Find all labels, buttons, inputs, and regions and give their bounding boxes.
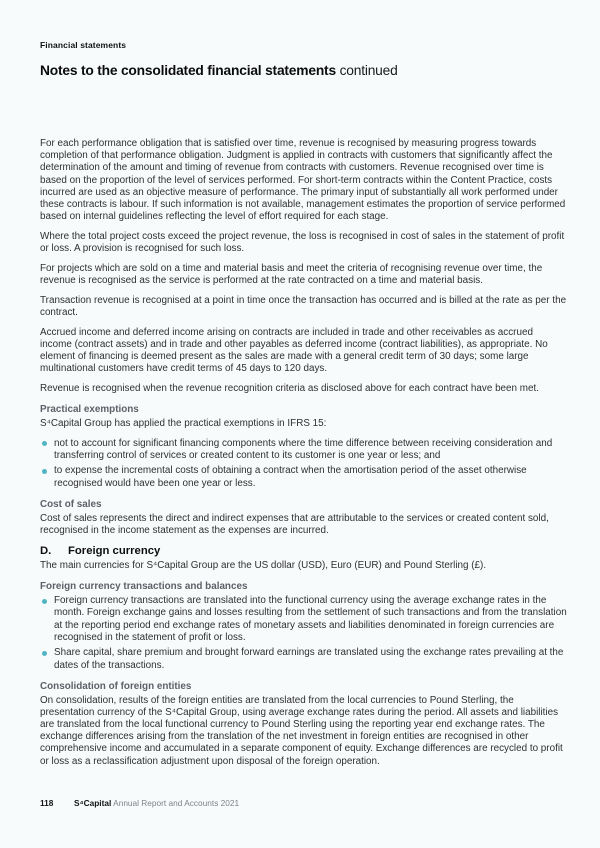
section-eyebrow: Financial statements <box>40 40 127 50</box>
page-number: 118 <box>40 798 54 808</box>
paragraph-revenue-4: Transaction revenue is recognised at a point in time once the transaction has occurred and is billed at the rate as per the contract. <box>40 294 567 318</box>
bullet-icon <box>42 469 47 474</box>
list-item-text: to expense the incremental costs of obtaining a contract when the amortisation period of the asset otherwise recognised would have been one year or less. <box>54 465 527 489</box>
list-item <box>40 595 567 644</box>
page-content <box>40 138 567 768</box>
paragraph-revenue-6: Revenue is recognised when the revenue recognition criteria as disclosed above for each contract have been met. <box>40 382 539 394</box>
list-item-text: Foreign currency transactions are translated into the functional currency using the average exchange rates in the month. Foreign exchange gains and losses resulting from the settlement of such transactions and from the translation at the reporting period end exchange rates of monetary assets and liabilities denominated in foreign currencies are recognised in the statement of profit or loss. <box>54 595 567 643</box>
paragraph-revenue-3: For projects which are sold on a time and material basis and meet the criteria of recognising revenue over time, the revenue is recognised as the service is performed at the rate contracted on a time and material basis. <box>40 262 543 287</box>
section-letter: D. <box>40 544 52 557</box>
subheading-fx-transactions: Foreign currency transactions and balances <box>40 581 248 593</box>
paragraph-revenue-2: Where the total project costs exceed the project revenue, the loss is recognised in cost of sales in the statement of profit or loss. A provision is recognised for such loss. <box>40 230 565 255</box>
list-item <box>40 465 567 489</box>
paragraph-foreign-currency-intro: The main currencies for S⁴Capital Group are the US dollar (USD), Euro (EUR) and Pound Sterling (£). <box>40 560 487 572</box>
list-item <box>40 647 567 671</box>
practical-exemptions-list <box>40 438 567 490</box>
bullet-icon <box>42 441 47 446</box>
section-heading-label: Foreign currency <box>68 544 161 557</box>
page-title-main: Notes to the consolidated financial statements <box>40 63 336 78</box>
bullet-icon <box>42 651 47 656</box>
page-footer <box>40 798 239 808</box>
paragraph-consolidation: On consolidation, results of the foreign entities are translated from the local currencies to Pound Sterling, the presentation currency of the S⁴Capital Group, using average exchange rates during the period. All assets and liabilities are translated from the local functional currency to Pound Sterling using the reporting year end exchange rates. The exchange differences arising from the translation of the net investment in foreign entities are recognised in other comprehensive income and accumulated in a separate component of equity. Exchange differences are recycled to profit or loss as a reclassification adjustment upon disposal of the foreign operation. <box>40 694 563 767</box>
paragraph-cost-of-sales: Cost of sales represents the direct and indirect expenses that are attributable to the services or created content sold, recognised in the income statement as the expenses are incurred. <box>40 512 549 536</box>
paragraph-revenue-5: Accrued income and deferred income arising on contracts are included in trade and other receivables as accrued income (contract assets) and in trade and other payables as deferred income (contract liabilities), as appropriate. No element of financing is deemed present as the sales are made with a general credit term of 30 days; some large multinational customers have credit terms of 45 days to 120 days. <box>40 326 548 375</box>
footer-text: Annual Report and Accounts 2021 <box>113 798 240 808</box>
list-item <box>40 438 567 462</box>
list-item-text: not to account for significant financing components where the time difference between receiving consideration and transferring control of services or created content to its customer is one year or less; and <box>54 437 553 461</box>
page-title-suffix: continued <box>339 63 398 78</box>
subheading-practical-exemptions: Practical exemptions <box>40 404 139 416</box>
paragraph-revenue-1: For each performance obligation that is satisfied over time, revenue is recognised by measuring progress towards completion of that performance obligation. Judgment is applied in contracts with customers that significantly affect the determination of the amount and timing of revenue from contracts with customers. Revenue recognised over time is based on the proportion of the level of services performed. For short-term contracts within the Content Practice, costs incurred are used as an objective measure of performance. The primary input of substantially all work performed under these contracts is labour. If such information is not available, management estimates the proportion of service performed based on internal guidelines reflecting the level of effort required for each stage. <box>40 138 566 223</box>
bullet-icon <box>42 599 47 604</box>
subheading-cost-of-sales: Cost of sales <box>40 498 102 510</box>
brand-name: S⁴Capital <box>74 798 112 808</box>
fx-transactions-list <box>40 595 567 672</box>
page-title <box>40 63 567 78</box>
subheading-consolidation: Consolidation of foreign entities <box>40 680 192 692</box>
paragraph-practical-exemptions-intro: S⁴Capital Group has applied the practical exemptions in IFRS 15: <box>40 417 327 429</box>
section-heading-foreign-currency <box>40 545 567 557</box>
list-item-text: Share capital, share premium and brought forward earnings are translated using the exchange rates prevailing at the dates of the transactions. <box>54 647 564 671</box>
